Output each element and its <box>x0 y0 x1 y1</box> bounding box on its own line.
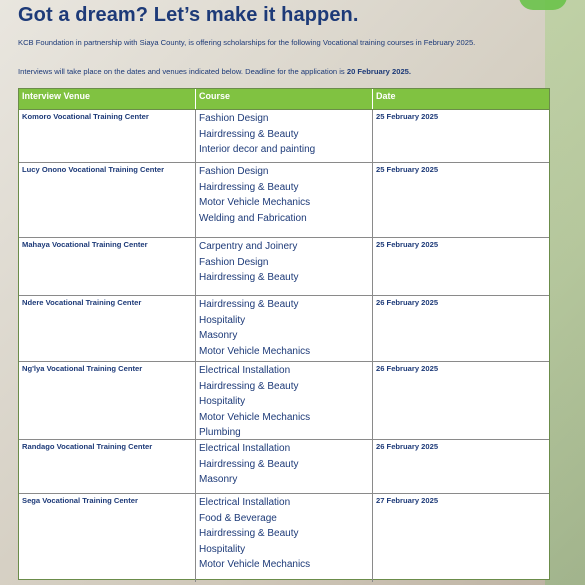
course-item: Masonry <box>199 330 238 341</box>
date-cell: 26 February 2025 <box>376 442 439 451</box>
venue-cell: Komoro Vocational Training Center <box>19 110 196 162</box>
course-cell <box>196 440 373 493</box>
course-item: Welding and Fabrication <box>199 212 307 224</box>
venue-cell: Ng'lya Vocational Training Center <box>19 362 196 439</box>
page-title: Got a dream? Let’s make it happen. <box>18 4 359 26</box>
venue-cell: Randago Vocational Training Center <box>19 440 196 493</box>
course-item: Hairdressing & Beauty <box>199 299 299 310</box>
table-row <box>19 296 549 362</box>
date-cell: 25 February 2025 <box>376 112 439 121</box>
date-cell: 26 February 2025 <box>376 364 439 373</box>
table-row <box>19 110 549 163</box>
venue-cell: Ndere Vocational Training Center <box>19 296 196 361</box>
course-item: Hairdressing & Beauty <box>199 128 299 140</box>
course-cell <box>196 238 373 295</box>
course-item: Hairdressing & Beauty <box>199 528 299 539</box>
scholarship-table <box>18 88 550 580</box>
course-item: Hairdressing & Beauty <box>199 380 299 392</box>
date-cell: 27 February 2025 <box>376 496 439 505</box>
table-row <box>19 494 549 582</box>
course-item: Fashion Design <box>199 113 269 124</box>
course-item: Interior decor and painting <box>199 144 316 155</box>
course-item: Hospitality <box>199 396 246 407</box>
header-course: Course <box>196 89 373 109</box>
table-row <box>19 238 549 296</box>
course-item: Hospitality <box>199 543 246 555</box>
deadline-date: 20 February 2025. <box>346 67 412 76</box>
date-cell: 26 February 2025 <box>376 298 439 307</box>
course-item: Carpentry and Joinery <box>199 241 298 252</box>
table-row <box>19 163 549 238</box>
venue-cell: Lucy Onono Vocational Training Center <box>19 163 196 237</box>
course-item: Electrical Installation <box>199 365 291 376</box>
header-venue: Interview Venue <box>19 89 196 109</box>
decorative-stripe <box>545 0 585 585</box>
table-row <box>19 440 549 494</box>
course-item: Motor Vehicle Mechanics <box>199 559 311 570</box>
table-body <box>19 110 549 582</box>
course-cell <box>196 362 373 439</box>
course-item: Hairdressing & Beauty <box>199 458 299 470</box>
course-item: Electrical Installation <box>199 443 291 454</box>
course-item: Motor Vehicle Mechanics <box>199 345 311 357</box>
interview-notice-text: Interviews will take place on the dates and venues indicated below. Deadline for the application is <box>18 67 347 76</box>
course-cell <box>196 296 373 361</box>
table-header <box>19 89 549 110</box>
course-cell <box>196 494 373 582</box>
course-item: Fashion Design <box>199 166 269 177</box>
course-item: Masonry <box>199 474 238 485</box>
course-item: Motor Vehicle Mechanics <box>199 197 311 208</box>
venue-cell: Sega Vocational Training Center <box>19 494 196 582</box>
course-item: Hospitality <box>199 314 246 326</box>
course-item: Fashion Design <box>199 256 269 268</box>
course-item: Motor Vehicle Mechanics <box>199 411 311 423</box>
venue-cell: Mahaya Vocational Training Center <box>19 238 196 295</box>
course-item: Hairdressing & Beauty <box>199 272 299 283</box>
course-cell <box>196 110 373 162</box>
table-row <box>19 362 549 440</box>
date-cell: 25 February 2025 <box>376 240 439 249</box>
date-cell: 25 February 2025 <box>376 165 439 174</box>
course-item: Food & Beverage <box>199 512 277 524</box>
interview-notice <box>18 67 538 76</box>
course-cell <box>196 163 373 237</box>
course-item: Plumbing <box>199 427 241 438</box>
course-item: Electrical Installation <box>199 497 291 508</box>
header-date: Date <box>376 91 396 101</box>
course-item: Hairdressing & Beauty <box>199 181 299 193</box>
intro-text: KCB Foundation in partnership with Siaya County, is offering scholarships for the following Vocational training courses in February 2025. <box>18 38 476 47</box>
